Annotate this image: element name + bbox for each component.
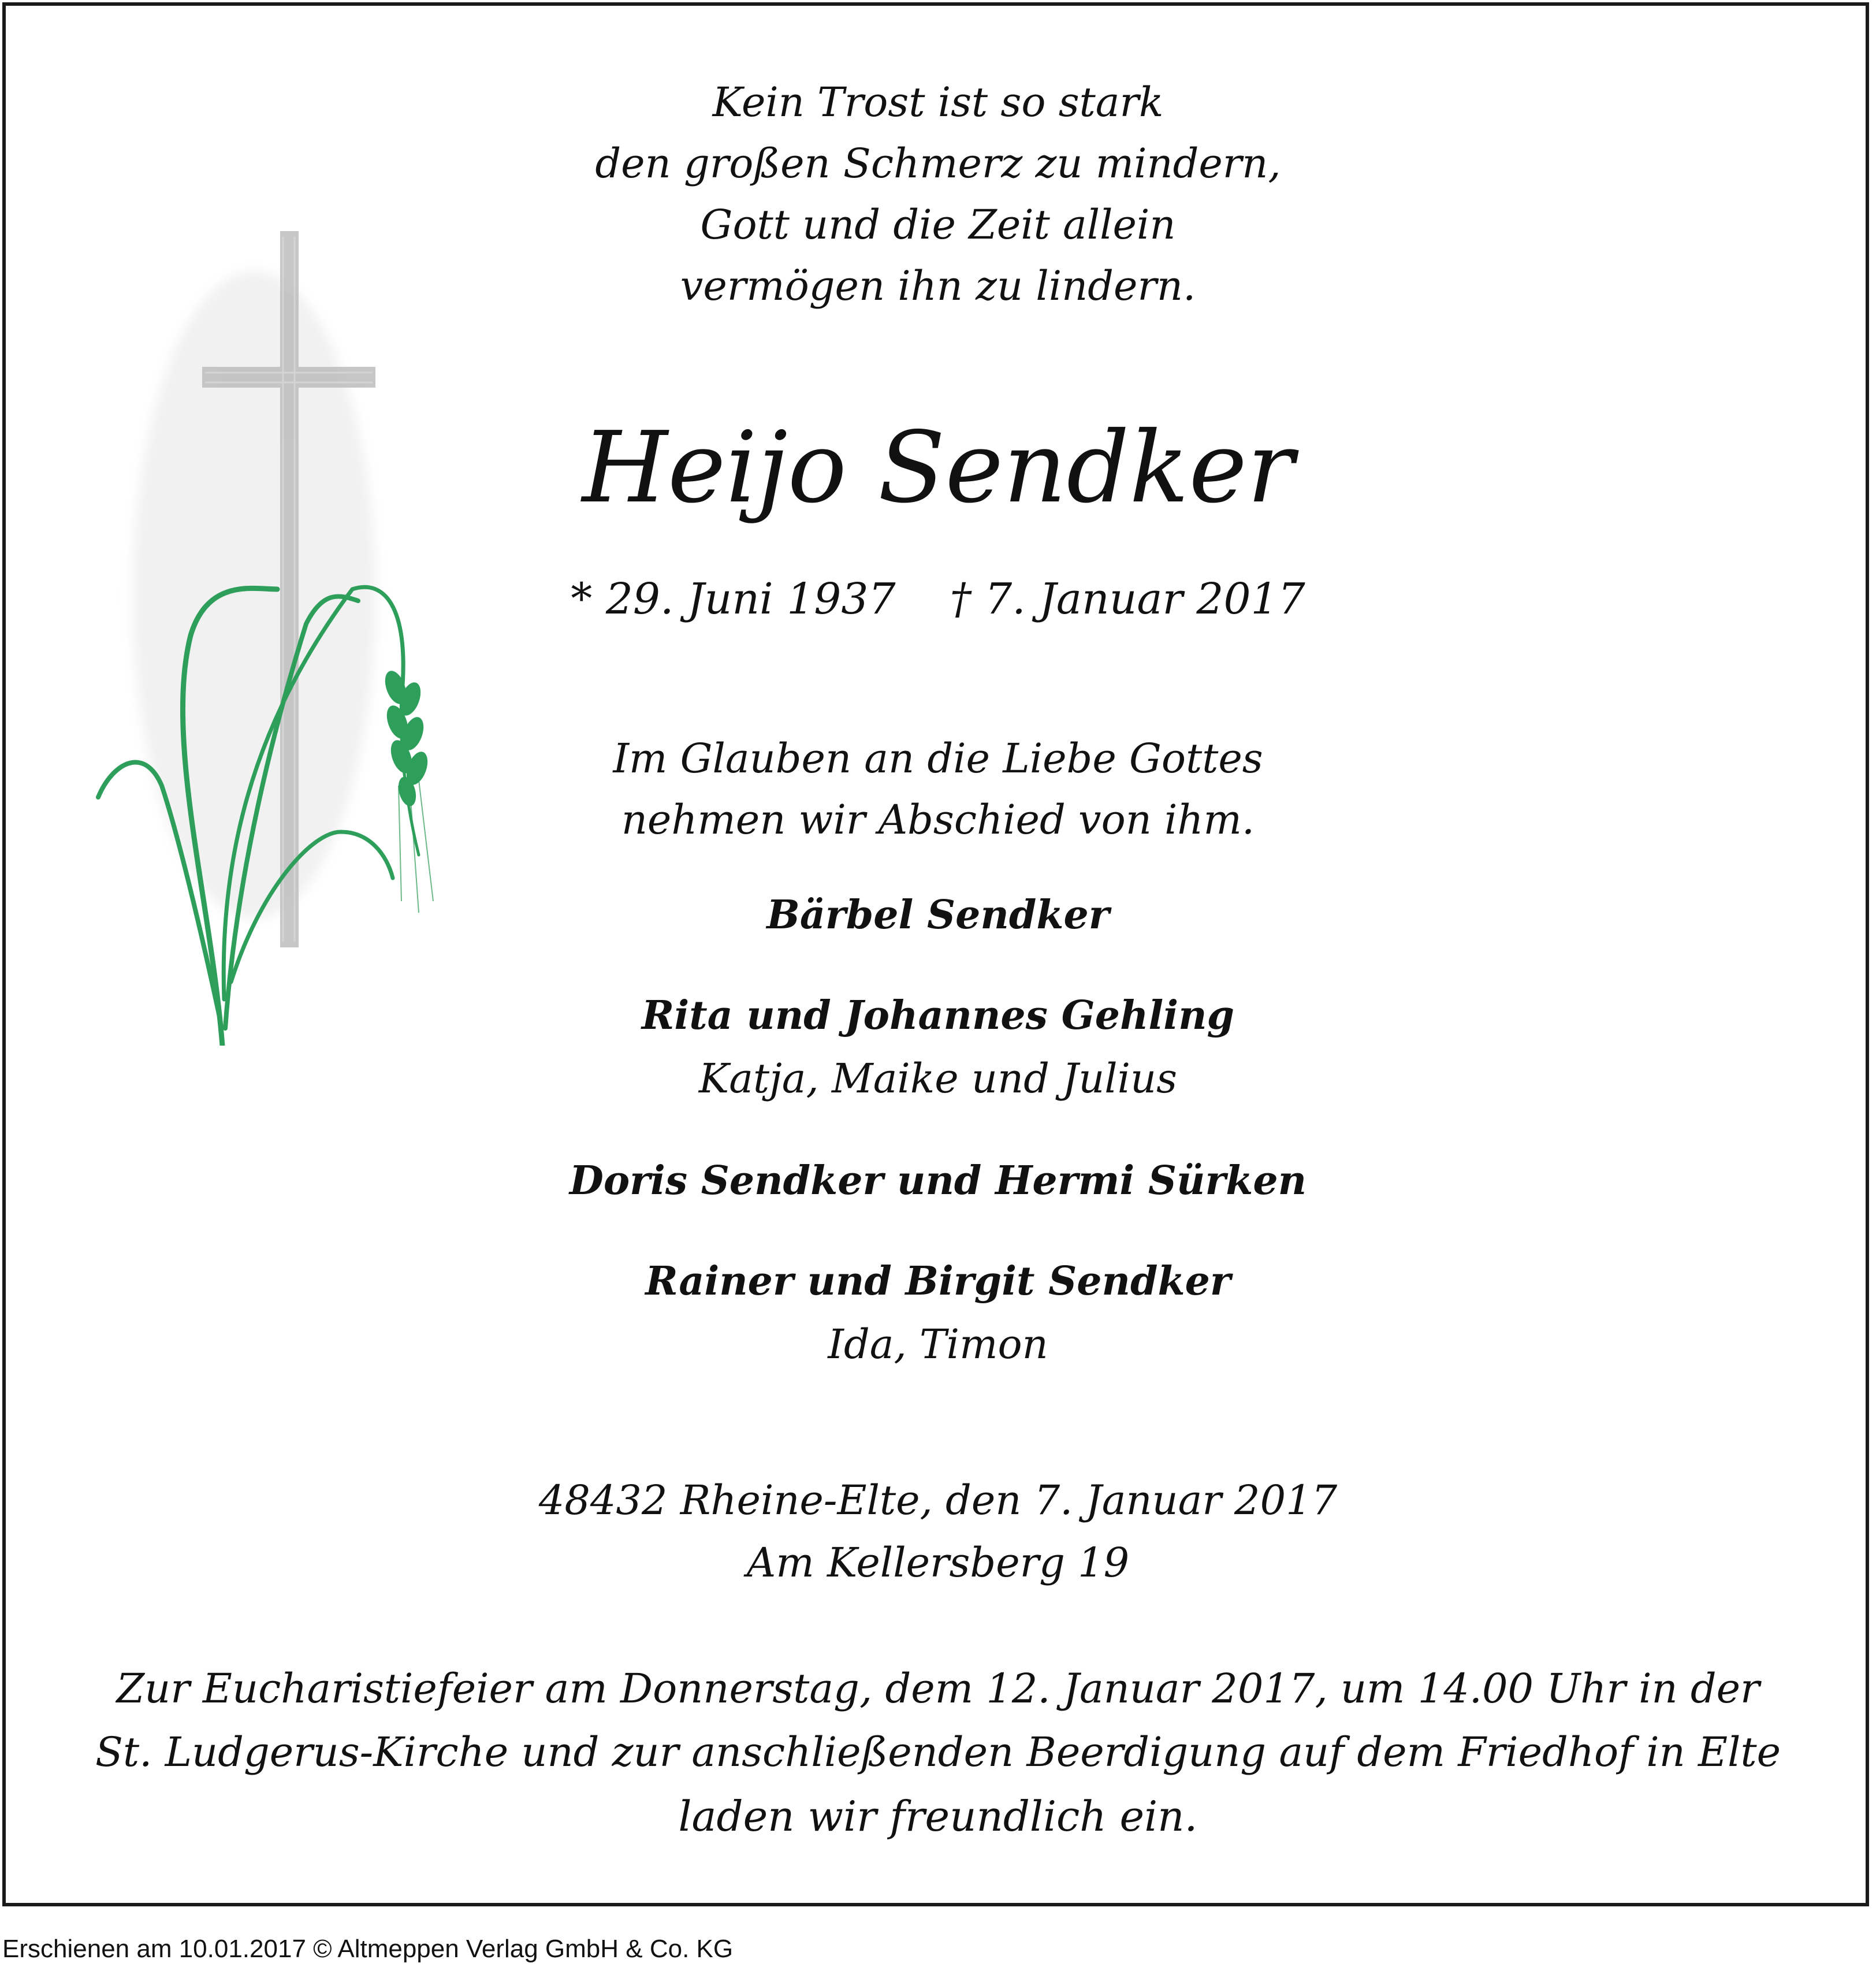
verse-line: den großen Schmerz zu mindern, xyxy=(595,140,1281,187)
farewell-line: nehmen wir Abschied von ihm. xyxy=(621,796,1255,843)
mourner-name: Bärbel Sendker xyxy=(766,892,1110,938)
service-line: laden wir freundlich ein. xyxy=(678,1792,1198,1841)
mourner-children: Katja, Maike und Julius xyxy=(698,1055,1178,1102)
mourner-name: Doris Sendker und Hermi Sürken xyxy=(569,1158,1307,1204)
farewell-line: Im Glauben an die Liebe Gottes xyxy=(613,735,1263,782)
mourner-name: Rita und Johannes Gehling xyxy=(641,992,1235,1039)
verse-line: Gott und die Zeit allein xyxy=(700,201,1176,248)
street-address: Am Kellersberg 19 xyxy=(746,1539,1130,1586)
service-line: Zur Eucharistiefeier am Donnerstag, dem 12. Januar 2017, um 14.00 Uhr in der xyxy=(116,1665,1760,1712)
mourner-name: Rainer und Birgit Sendker xyxy=(645,1258,1231,1304)
verse-line: Kein Trost ist so stark xyxy=(712,79,1164,126)
place-date-line: 48432 Rheine-Elte, den 7. Januar 2017 xyxy=(538,1477,1338,1524)
deceased-name: Heijo Sendker xyxy=(582,411,1294,525)
mourner-children: Ida, Timon xyxy=(828,1321,1048,1368)
verse-line: vermögen ihn zu lindern. xyxy=(680,262,1196,310)
publication-footer: Erschienen am 10.01.2017 © Altmeppen Verlag GmbH & Co. KG xyxy=(2,1935,734,1963)
service-line: St. Ludgerus-Kirche und zur anschließenden Beerdigung auf dem Friedhof in Elte xyxy=(95,1728,1781,1776)
life-dates: * 29. Juni 1937 † 7. Januar 2017 xyxy=(571,574,1305,624)
